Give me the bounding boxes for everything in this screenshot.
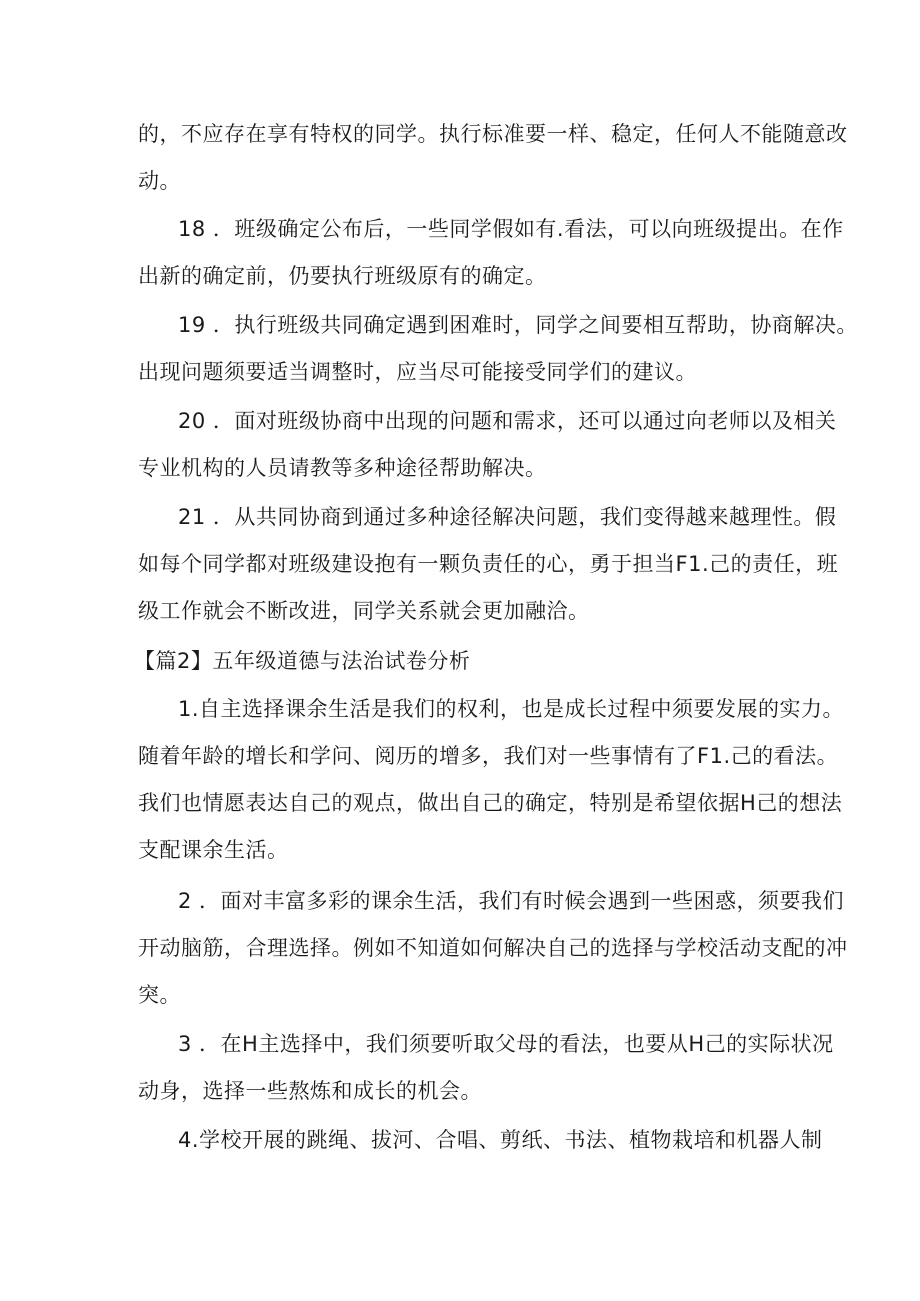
- text-line: 19 ．执行班级共同确定遇到困难时，同学之间要相互帮助，协商解决。: [178, 313, 858, 337]
- paragraph-item-1: [138, 686, 845, 874]
- paragraph-item-3: [138, 1021, 834, 1115]
- paragraph-item-18: [138, 206, 844, 300]
- text-line: 出新的确定前，仍要执行班级原有的确定。: [138, 264, 547, 288]
- text-line: 3 ．在H主选择中，我们须要听取父母的看法，也要从H己的实际状况: [178, 1032, 834, 1056]
- text-line: 突。: [138, 983, 181, 1007]
- paragraph-item-20: [138, 398, 837, 492]
- section-heading: 【篇2】五年级道德与法治试卷分析: [134, 649, 471, 673]
- text-line: 4.学校开展的跳绳、拔河、合唱、剪纸、书法、植物栽培和机器人制: [178, 1128, 823, 1152]
- text-line: 动。: [138, 169, 181, 193]
- paragraph-item-2: [138, 878, 848, 1019]
- text-line: 如每个同学都对班级建设抱有一颗负责任的心，勇于担当F1.己的责任，班: [138, 552, 839, 576]
- paragraph-item-21: [138, 494, 839, 635]
- text-line: 我们也情愿表达自己的观点，做出自己的确定，特别是希望依据H己的想法: [138, 791, 843, 815]
- text-line: 开动脑筋，合理选择。例如不知道如何解决自己的选择与学校活动支配的冲: [138, 936, 848, 960]
- text-line: 20 ．面对班级协商中出现的问题和需求，还可以通过向老师以及相关: [178, 409, 837, 433]
- text-line: 随着年龄的增长和学问、阅历的增多，我们对一些事情有了F1.己的看法。: [138, 744, 839, 768]
- paragraph-item-19: [138, 302, 858, 396]
- text-line: 的，不应存在享有特权的同学。执行标准要一样、稳定，任何人不能随意改: [138, 122, 848, 146]
- paragraph-item-4: [138, 1117, 823, 1164]
- text-line: 级工作就会不断改进，同学关系就会更加融洽。: [138, 599, 590, 623]
- text-line: 2 ．面对丰富多彩的课余生活，我们有时候会遇到一些困惑，须要我们: [178, 889, 845, 913]
- text-line: 出现问题须要适当调整时，应当尽可能接受同学们的建议。: [138, 360, 697, 384]
- paragraph-continuation: [138, 111, 848, 205]
- text-line: 支配课余生活。: [138, 838, 289, 862]
- text-line: 1.自主选择课余生活是我们的权利，也是成长过程中须要发展的实力。: [178, 697, 845, 721]
- text-line: 18 ．班级确定公布后，一些同学假如有.看法，可以向班级提出。在作: [178, 217, 844, 241]
- text-line: 21 ．从共同协商到通过多种途径解决问题，我们变得越来越理性。假: [178, 505, 837, 529]
- text-line: 专业机构的人员请教等多种途径帮助解决。: [138, 456, 547, 480]
- text-line: 动身，选择一些熬炼和成长的机会。: [138, 1079, 482, 1103]
